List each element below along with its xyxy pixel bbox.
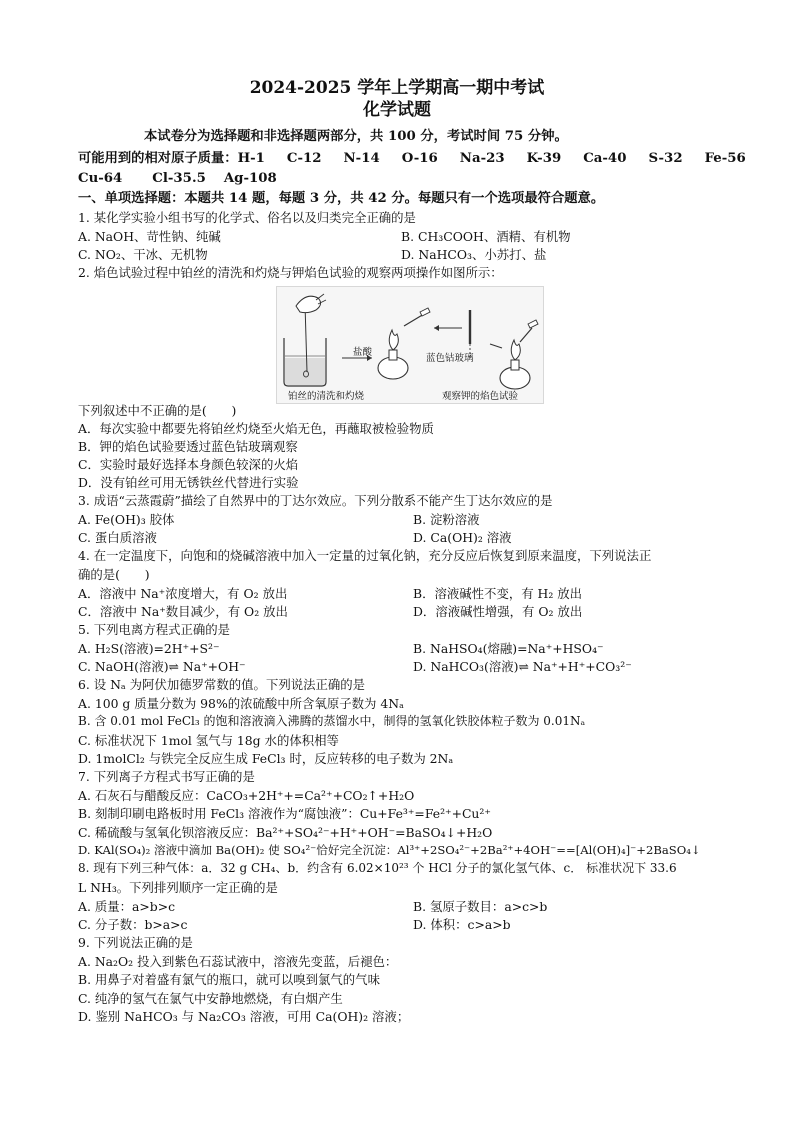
question-7-stem: 7. 下列离子方程式书写正确的是 [78, 769, 255, 784]
question-5-option-a: A. H₂S(溶液)=2H⁺+S²⁻ [78, 641, 220, 656]
question-5-option-d: D. NaHCO₃(溶液)⇌ Na⁺+H⁺+CO₃²⁻ [413, 659, 632, 674]
question-4-option-c: C．溶液中 Na⁺数目减少，有 O₂ 放出 [78, 604, 288, 619]
question-6-option-c: C. 标准状况下 1mol 氢气与 18g 水的体积相等 [78, 733, 339, 748]
question-1-option-b: B. CH₃COOH、酒精、有机物 [401, 229, 571, 244]
atomic-mass-item: Cl-35.5 [152, 171, 206, 186]
exam-instructions: 本试卷分为选择题和非选择题两部分，共 100 分，考试时间 75 分钟。 [144, 129, 568, 144]
atomic-mass-item: Cu-64 [78, 171, 123, 186]
question-2-option-c: C．实验时最好选择本身颜色较深的火焰 [78, 457, 299, 472]
question-7-option-b: B. 刻制印刷电路板时用 FeCl₃ 溶液作为“腐蚀液”：Cu+Fe³⁺=Fe²⁺+Cu²⁺ [78, 806, 491, 821]
question-8-option-d: D. 体积：c>a>b [413, 917, 511, 932]
question-7-option-a: A. 石灰石与醋酸反应：CaCO₃+2H⁺+=Ca²⁺+CO₂↑+H₂O [78, 788, 415, 803]
question-2-option-a: A．每次实验中都要先将铂丝灼烧至火焰无色，再蘸取被检验物质 [78, 421, 434, 436]
atomic-mass-item: Na-23 [459, 151, 505, 166]
question-8-option-b: B. 氢原子数目：a>c>b [413, 899, 548, 914]
question-8-option-a: A. 质量：a>b>c [78, 899, 176, 914]
section-title: 一、单项选择题：本题共 14 题，每题 3 分，共 42 分。每题只有一个选项最符合题意。 [78, 191, 605, 206]
atomic-mass-item: S-32 [648, 151, 683, 166]
question-6-option-b: B. 含 0.01 mol FeCl₃ 的饱和溶液滴入沸腾的蒸馏水中，制得的氢氧化铁胶体粒子数为 0.01Nₐ [78, 714, 586, 728]
question-5-option-b: B. NaHSO₄(熔融)=Na⁺+HSO₄⁻ [413, 641, 604, 656]
question-4-stem: 4. 在一定温度下，向饱和的烧碱溶液中加入一定量的过氧化钠，充分反应后恢复到原来温度，下列说法正 [78, 548, 652, 563]
atomic-mass-item: Ca-40 [583, 151, 627, 166]
question-7-option-c: C. 稀硫酸与氢氧化钡溶液反应：Ba²⁺+SO₄²⁻+H⁺+OH⁻=BaSO₄↓+H₂O [78, 825, 493, 840]
atomic-mass-item: O-16 [401, 151, 438, 166]
exam-title: 2024-2025 学年上学期高一期中考试 [249, 78, 545, 98]
atomic-masses-label: 可能用到的相对原子质量： [78, 151, 238, 166]
figure-label-acid: 盐酸 [353, 347, 373, 358]
question-2-stem-2: 下列叙述中不正确的是( ) [78, 403, 237, 418]
question-9-stem: 9. 下列说法正确的是 [78, 935, 193, 950]
question-8-stem: 8. 现有下列三种气体：a．32 g CH₄、b．约含有 6.02×10²³ 个 HCl 分子的氯化氢气体、c． 标准状况下 33.6 [78, 861, 677, 875]
question-9-option-a: A. Na₂O₂ 投入到紫色石蕊试液中，溶液先变蓝，后褪色： [78, 954, 398, 969]
question-3-option-c: C. 蛋白质溶液 [78, 530, 157, 545]
exam-subject: 化学试题 [363, 100, 431, 120]
question-1-stem: 1. 某化学实验小组书写的化学式、俗名以及归类完全正确的是 [78, 210, 416, 225]
figure-caption-left: 铂丝的清洗和灼烧 [288, 391, 365, 402]
question-9-option-d: D. 鉴别 NaHCO₃ 与 Na₂CO₃ 溶液，可用 Ca(OH)₂ 溶液； [78, 1009, 410, 1024]
question-9-option-b: B. 用鼻子对着盛有氯气的瓶口，就可以嗅到氯气的气味 [78, 972, 380, 987]
question-3-option-a: A. Fe(OH)₃ 胶体 [78, 512, 175, 527]
figure-label-cobalt-glass: 蓝色钴玻璃 [426, 353, 474, 364]
question-5-stem: 5. 下列电离方程式正确的是 [78, 622, 231, 637]
question-4-option-d: D．溶液碱性增强，有 O₂ 放出 [413, 604, 583, 619]
atomic-mass-item: Ag-108 [223, 171, 277, 186]
question-6-option-d: D. 1molCl₂ 与铁完全反应生成 FeCl₃ 时，反应转移的电子数为 2Nₐ [78, 751, 454, 766]
atomic-mass-item: N-14 [343, 151, 380, 166]
question-1-option-a: A. NaOH、苛性钠、纯碱 [78, 229, 221, 244]
atomic-masses-line-1 [78, 150, 746, 167]
question-5-option-c: C. NaOH(溶液)⇌ Na⁺+OH⁻ [78, 659, 246, 674]
atomic-mass-item: K-39 [526, 151, 562, 166]
question-2-stem: 2. 焰色试验过程中铂丝的清洗和灼烧与钾焰色试验的观察两项操作如图所示： [78, 265, 503, 280]
question-3-stem: 3. 成语“云蒸霞蔚”描绘了自然界中的丁达尔效应。下列分散系不能产生丁达尔效应的是 [78, 493, 553, 508]
atomic-mass-item: H-1 [237, 151, 265, 166]
figure-caption-right: 观察钾的焰色试验 [442, 391, 519, 402]
question-6-option-a: A. 100 g 质量分数为 98%的浓硫酸中所含氧原子数为 4Nₐ [78, 696, 404, 711]
flame-test-illustration [276, 286, 544, 404]
question-4-stem-2: 确的是( ) [78, 567, 150, 582]
question-8-option-c: C. 分子数：b>a>c [78, 917, 188, 932]
question-4-option-b: B．溶液碱性不变，有 H₂ 放出 [413, 586, 583, 601]
question-8-stem-2: L NH₃。下列排列顺序一定正确的是 [78, 880, 278, 895]
question-3-option-d: D. Ca(OH)₂ 溶液 [413, 530, 512, 545]
atomic-masses-line-2 [78, 170, 299, 187]
question-3-option-b: B. 淀粉溶液 [413, 512, 480, 527]
question-7-option-d: D. KAl(SO₄)₂ 溶液中滴加 Ba(OH)₂ 使 SO₄²⁻恰好完全沉淀：Al³⁺+2SO₄²⁻+2Ba²⁺+4OH⁻==[Al(OH)₄]⁻+2BaSO₄↓ [78, 843, 701, 857]
question-4-option-a: A．溶液中 Na⁺浓度增大，有 O₂ 放出 [78, 586, 288, 601]
question-1-option-c: C. NO₂、干冰、无机物 [78, 247, 208, 262]
question-2-option-d: D．没有铂丝可用无锈铁丝代替进行实验 [78, 475, 299, 490]
flame-test-figure [276, 286, 544, 404]
atomic-mass-item: Fe-56 [704, 151, 746, 166]
atomic-mass-item: C-12 [286, 151, 322, 166]
question-1-option-d: D. NaHCO₃、小苏打、盐 [401, 247, 547, 262]
question-2-option-b: B．钾的焰色试验要透过蓝色钴玻璃观察 [78, 439, 298, 454]
question-9-option-c: C. 纯净的氢气在氯气中安静地燃烧，有白烟产生 [78, 991, 343, 1006]
question-6-stem: 6. 设 Nₐ 为阿伏加德罗常数的值。下列说法正确的是 [78, 677, 366, 692]
